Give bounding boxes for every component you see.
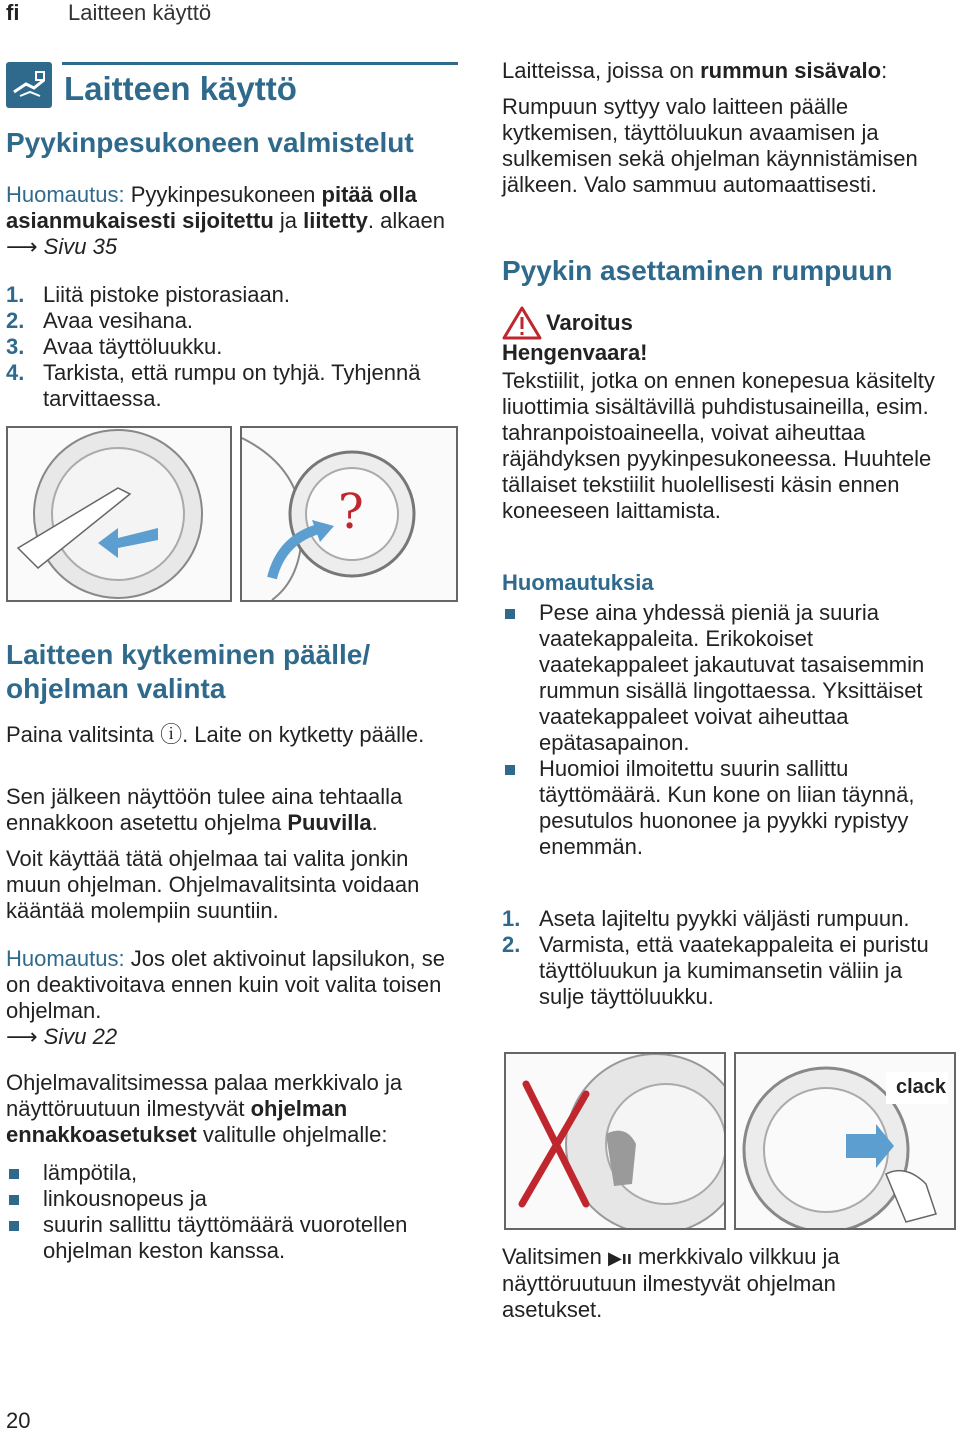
step-item: [502, 932, 952, 1010]
page-number: 20: [6, 1408, 31, 1433]
list-item: [6, 1212, 456, 1264]
step-number: 1.: [6, 282, 25, 307]
heading-line: ohjelman valinta: [6, 673, 226, 704]
warning-icon: [502, 306, 542, 340]
list-text: linkousnopeus ja: [43, 1186, 207, 1211]
language-code: fi: [6, 0, 20, 25]
close-door-illustration: [734, 1052, 956, 1230]
p-bold: rummun sisävalo: [700, 58, 882, 83]
step-number: 2.: [6, 308, 25, 333]
drum-light-text: Rumpuun syttyy valo laitteen päälle kytkemisen, täyttöluukun avaamisen ja sulkemisen sekä ohjelman käynnistämisen jälkeen. Valo sammuu automaattisesti.: [502, 94, 918, 197]
hand-press-icon: [6, 62, 52, 108]
warning-head: Hengenvaara!: [502, 340, 648, 365]
drum-light-heading: [502, 58, 952, 84]
p-text: Laitteissa, joissa on: [502, 58, 701, 83]
step-item: [502, 906, 952, 932]
step-text: Avaa täyttöluukku.: [43, 334, 223, 359]
p-bold: ohjelman ennakkoasetukset: [6, 1096, 348, 1147]
list-text: Huomioi ilmoitettu suurin sallittu täyttömäärä. Kun kone on liian täynnä, pesutulos huononee ja pyykki rypistyy enemmän.: [539, 756, 915, 859]
notes-heading: Huomautuksia: [502, 570, 654, 595]
step-number: 1.: [502, 906, 521, 931]
prep-steps: [6, 282, 446, 412]
list-item: [6, 1186, 456, 1212]
bullet-icon: [505, 609, 515, 619]
p-text: merkkivalo vilkkuu ja näyttöruutuun ilmestyvät ohjelman asetukset.: [502, 1244, 840, 1322]
note-text: Pyykinpesukoneen: [124, 182, 322, 207]
note-text: . alkaen: [367, 208, 445, 233]
load-heading: Pyykin asettaminen rumpuun: [502, 255, 893, 286]
bullet-icon: [9, 1221, 19, 1231]
step-item: [6, 360, 446, 412]
warning-label: Varoitus: [546, 310, 633, 335]
note-text: Jos olet aktivoinut lapsilukon, se on deaktivoitava ennen kuin voit valita toisen ohjelman.: [6, 946, 446, 1023]
p-text: Ohjelmavalitsimessa palaa merkkivalo ja näyttöruutuun ilmestyvät: [6, 1070, 403, 1121]
bullet-icon: [9, 1195, 19, 1205]
heading-line: Laitteen kytkeminen päälle/: [6, 639, 371, 670]
step-item: [6, 282, 446, 308]
switch-on-heading: [6, 638, 370, 706]
step-item: [6, 308, 446, 334]
page-ref-link[interactable]: Sivu 35: [43, 234, 118, 259]
warning-text: Tekstiilit, jotka on ennen konepesua käsitelty liuottimia sisältävillä puhdistusaineilla, esim. tahranpoistoaineella, voivat aiheuttaa räjähdyksen pyykinpesukoneessa. Huuhtele tällaiset tekstiilit huolellisesti käsin ennen koneeseen laittamista.: [502, 368, 935, 523]
open-door-illustration: [240, 426, 458, 602]
step-text: Liitä pistoke pistorasiaan.: [43, 282, 291, 307]
step-item: [6, 334, 446, 360]
step-number: 4.: [6, 360, 25, 385]
childlock-note: [6, 946, 446, 1050]
step-text: Avaa vesihana.: [43, 308, 194, 333]
page-title: Laitteen käyttö: [64, 70, 297, 107]
title-rule: [62, 62, 458, 65]
p-text: Valitsimen: [502, 1244, 608, 1269]
note-bold: liitetty: [303, 208, 368, 233]
page-ref-link[interactable]: Sivu 22: [43, 1024, 118, 1049]
program-name: Puuvilla: [287, 810, 372, 835]
step-text: Aseta lajiteltu pyykki väljästi rumpuun.: [539, 906, 910, 931]
clack-label: clack: [896, 1076, 947, 1098]
step-text: Tarkista, että rumpu on tyhjä. Tyhjennä tarvittaessa.: [43, 360, 421, 411]
note-label: Huomautus:: [6, 182, 125, 207]
switch-on-p1: Paina valitsinta ⓘ. Laite on kytketty päälle.: [6, 722, 425, 747]
step-text: Varmista, että vaatekappaleita ei puristu täyttöluukun ja kumimansetin väliin ja sulje täyttöluukku.: [539, 932, 929, 1009]
arrow-right-icon: ⟶: [6, 1024, 38, 1049]
switch-on-p3: Voit käyttää tätä ohjelmaa tai valita jonkin muun ohjelman. Ohjelmavalitsinta voidaan kääntää molempiin suuntiin.: [6, 846, 420, 923]
switch-on-p2: [6, 784, 456, 836]
p-text: :: [881, 58, 888, 83]
start-pause-icon: ▶ıı: [607, 1248, 632, 1268]
bullet-icon: [9, 1169, 19, 1179]
running-header: Laitteen käyttö: [68, 0, 212, 25]
bullet-icon: [505, 765, 515, 775]
step-number: 3.: [6, 334, 25, 359]
list-text: Pese aina yhdessä pieniä ja suuria vaatekappaleita. Erikokoiset vaatekappaleet jakautuvat tasaisemmin rummun sisällä lingottaessa. Yksittäiset vaatekappaleet voivat aiheuttaa epätasapainon.: [539, 600, 925, 755]
list-item: [502, 600, 952, 756]
step-number: 2.: [502, 932, 521, 957]
note-text: ja: [273, 208, 304, 233]
wrong-loading-illustration: [504, 1052, 726, 1230]
drum-check-illustration: [6, 426, 232, 602]
list-text: suurin sallittu täyttömäärä vuorotellen ohjelman keston kanssa.: [43, 1212, 408, 1263]
note-label: Huomautus:: [6, 946, 125, 971]
note-bold: pitää olla asianmukaisesti sijoitettu: [6, 182, 417, 233]
list-text: lämpötila,: [43, 1160, 138, 1185]
p-text: .: [371, 810, 378, 835]
load-steps: [502, 906, 952, 1010]
prep-note: [6, 182, 456, 260]
list-item: [6, 1160, 456, 1186]
arrow-right-icon: ⟶: [6, 234, 38, 259]
p-text: valitulle ohjelmalle:: [196, 1122, 388, 1147]
p-text: Sen jälkeen näyttöön tulee aina tehtaalla ennakkoon asetettu ohjelma: [6, 784, 403, 835]
question-mark: ?: [338, 484, 364, 540]
preset-list: [6, 1160, 456, 1264]
switch-on-p4: [6, 1070, 456, 1148]
notes-list: [502, 600, 952, 860]
prep-heading: Pyykinpesukoneen valmistelut: [6, 127, 414, 158]
final-text: [502, 1244, 942, 1323]
list-item: [502, 756, 952, 860]
